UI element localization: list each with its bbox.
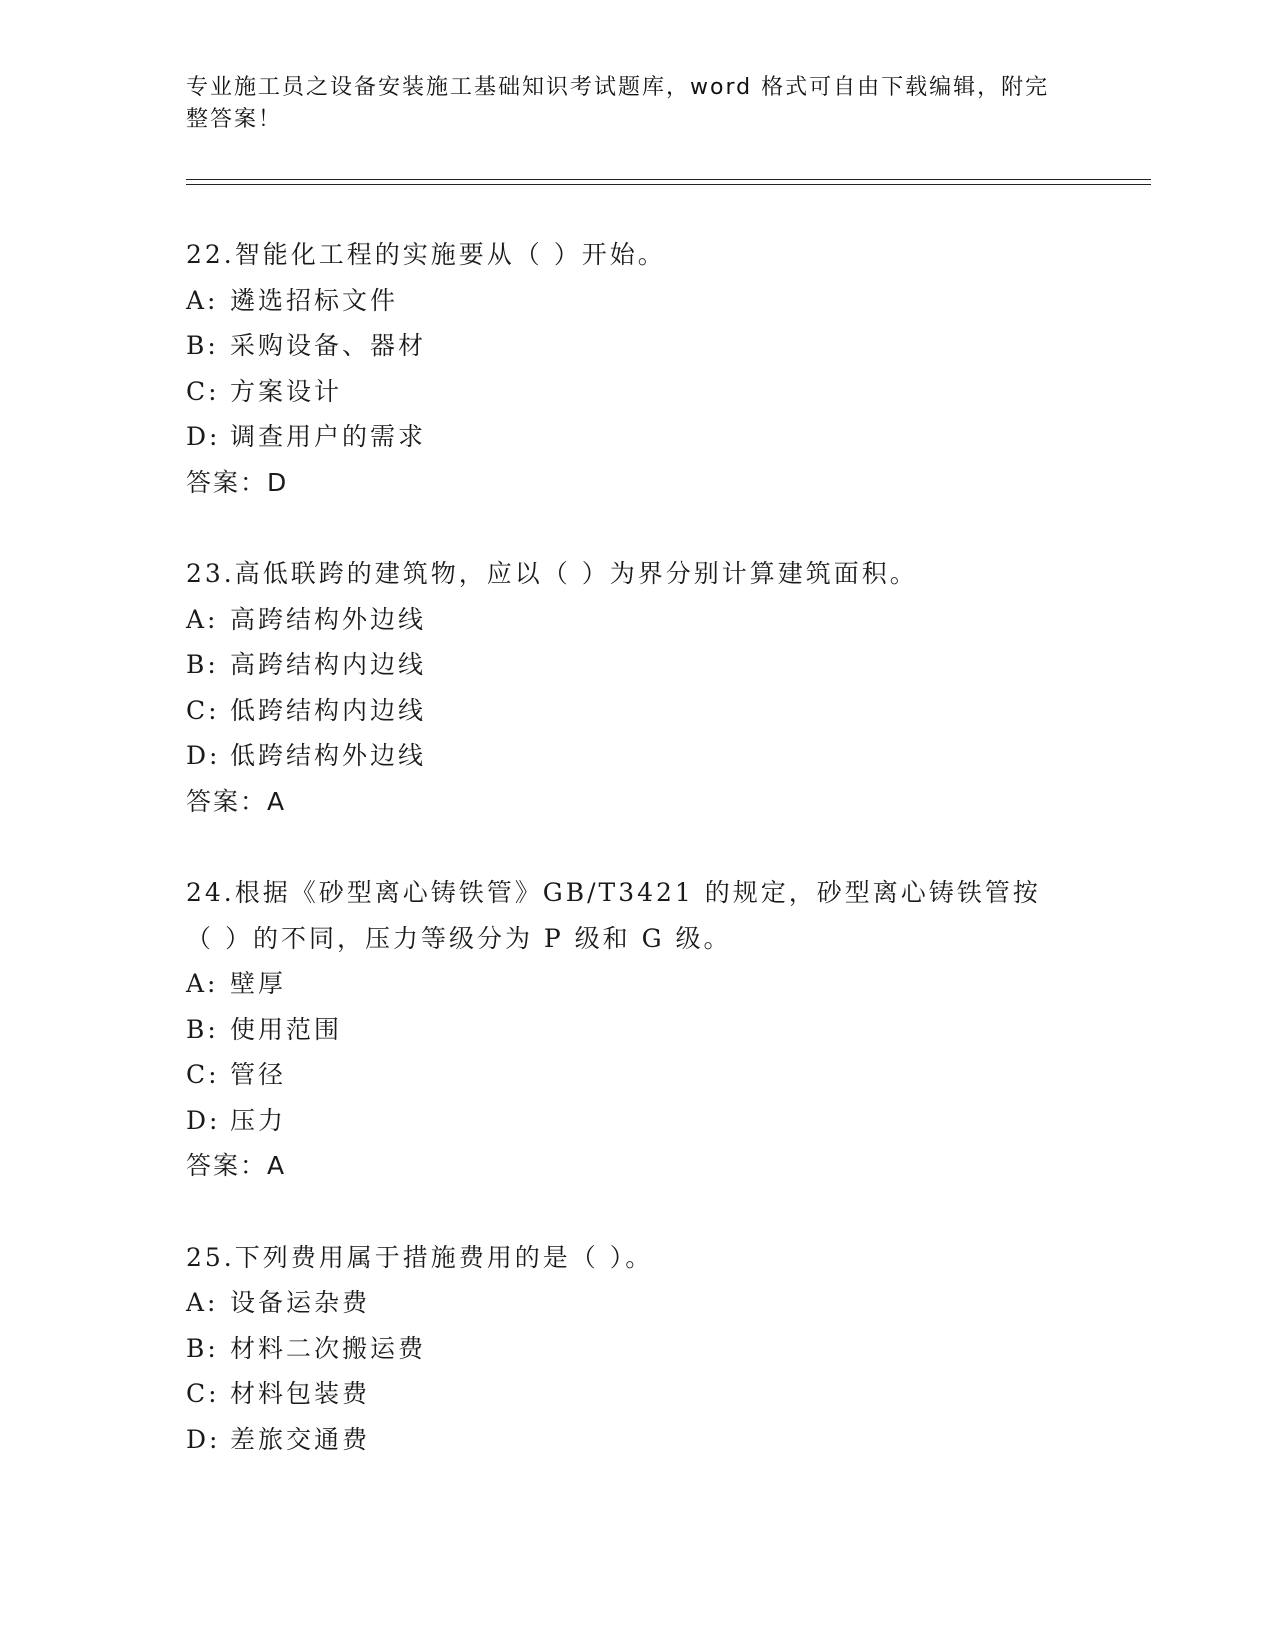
option-key: D: (186, 1105, 221, 1135)
option-key: C: (186, 376, 220, 406)
question-stem: 25.下列费用属于措施费用的是（ ）。 (186, 1242, 654, 1272)
option-text: 材料二次搬运费 (230, 1333, 427, 1363)
question-stem: 24.根据《砂型离心铸铁管》GB/T3421 的规定，砂型离心铸铁管按（ ）的不同，压力等级分为 P 级和 G 级。 (186, 878, 1041, 953)
option-text: 低跨结构内边线 (230, 695, 427, 725)
option-text: 高跨结构外边线 (230, 604, 427, 634)
answer-line: 答案：A (186, 786, 287, 816)
option-a (186, 961, 1066, 1007)
option-b (186, 1007, 1066, 1053)
option-text: 调查用户的需求 (230, 422, 427, 451)
option-b (186, 1326, 1066, 1372)
option-text: 采购设备、器材 (230, 331, 427, 360)
option-text: 方案设计 (230, 376, 343, 406)
question-25 (186, 1235, 1066, 1463)
option-key: C: (186, 1060, 220, 1089)
option-key: A: (186, 604, 219, 634)
option-text: 材料包装费 (230, 1379, 371, 1408)
option-key: D: (186, 422, 221, 451)
option-d (186, 1098, 1066, 1144)
option-key: C: (186, 695, 220, 725)
option-a (186, 278, 1066, 324)
answer-line: 答案：D (186, 467, 289, 497)
option-d (186, 733, 1066, 779)
option-key: B: (186, 1333, 219, 1363)
option-c (186, 688, 1066, 734)
option-c (186, 1052, 1066, 1098)
option-text: 遴选招标文件 (230, 285, 399, 315)
question-22 (186, 232, 1066, 505)
question-23 (186, 551, 1066, 824)
option-key: B: (186, 331, 219, 360)
option-d (186, 1417, 1066, 1463)
page-header: 专业施工员之设备安装施工基础知识考试题库，word 格式可自由下载编辑，附完整答案！ (186, 75, 1050, 132)
option-text: 高跨结构内边线 (230, 650, 427, 679)
option-b (186, 323, 1066, 369)
option-key: B: (186, 1014, 219, 1044)
option-text: 壁厚 (230, 969, 287, 998)
header-divider-bottom (186, 184, 1151, 185)
option-a (186, 1280, 1066, 1326)
option-text: 压力 (230, 1105, 287, 1135)
option-key: D: (186, 1424, 221, 1454)
answer-line: 答案：A (186, 1151, 287, 1180)
option-a (186, 597, 1066, 643)
option-text: 使用范围 (230, 1014, 343, 1044)
question-stem: 23.高低联跨的建筑物，应以（ ）为界分别计算建筑面积。 (186, 559, 918, 588)
option-text: 管径 (230, 1060, 287, 1089)
option-b (186, 642, 1066, 688)
option-key: D: (186, 741, 221, 770)
option-c (186, 369, 1066, 415)
question-list (186, 232, 1066, 1508)
option-key: A: (186, 1288, 219, 1317)
option-text: 设备运杂费 (230, 1288, 371, 1317)
option-d (186, 414, 1066, 460)
option-key: A: (186, 969, 219, 998)
option-text: 低跨结构外边线 (230, 741, 427, 770)
header-divider-top (186, 179, 1151, 180)
question-24 (186, 870, 1066, 1189)
option-c (186, 1371, 1066, 1417)
option-key: A: (186, 285, 219, 315)
question-stem: 22.智能化工程的实施要从（ ）开始。 (186, 240, 666, 269)
option-text: 差旅交通费 (230, 1424, 371, 1454)
option-key: C: (186, 1379, 220, 1408)
option-key: B: (186, 650, 219, 679)
